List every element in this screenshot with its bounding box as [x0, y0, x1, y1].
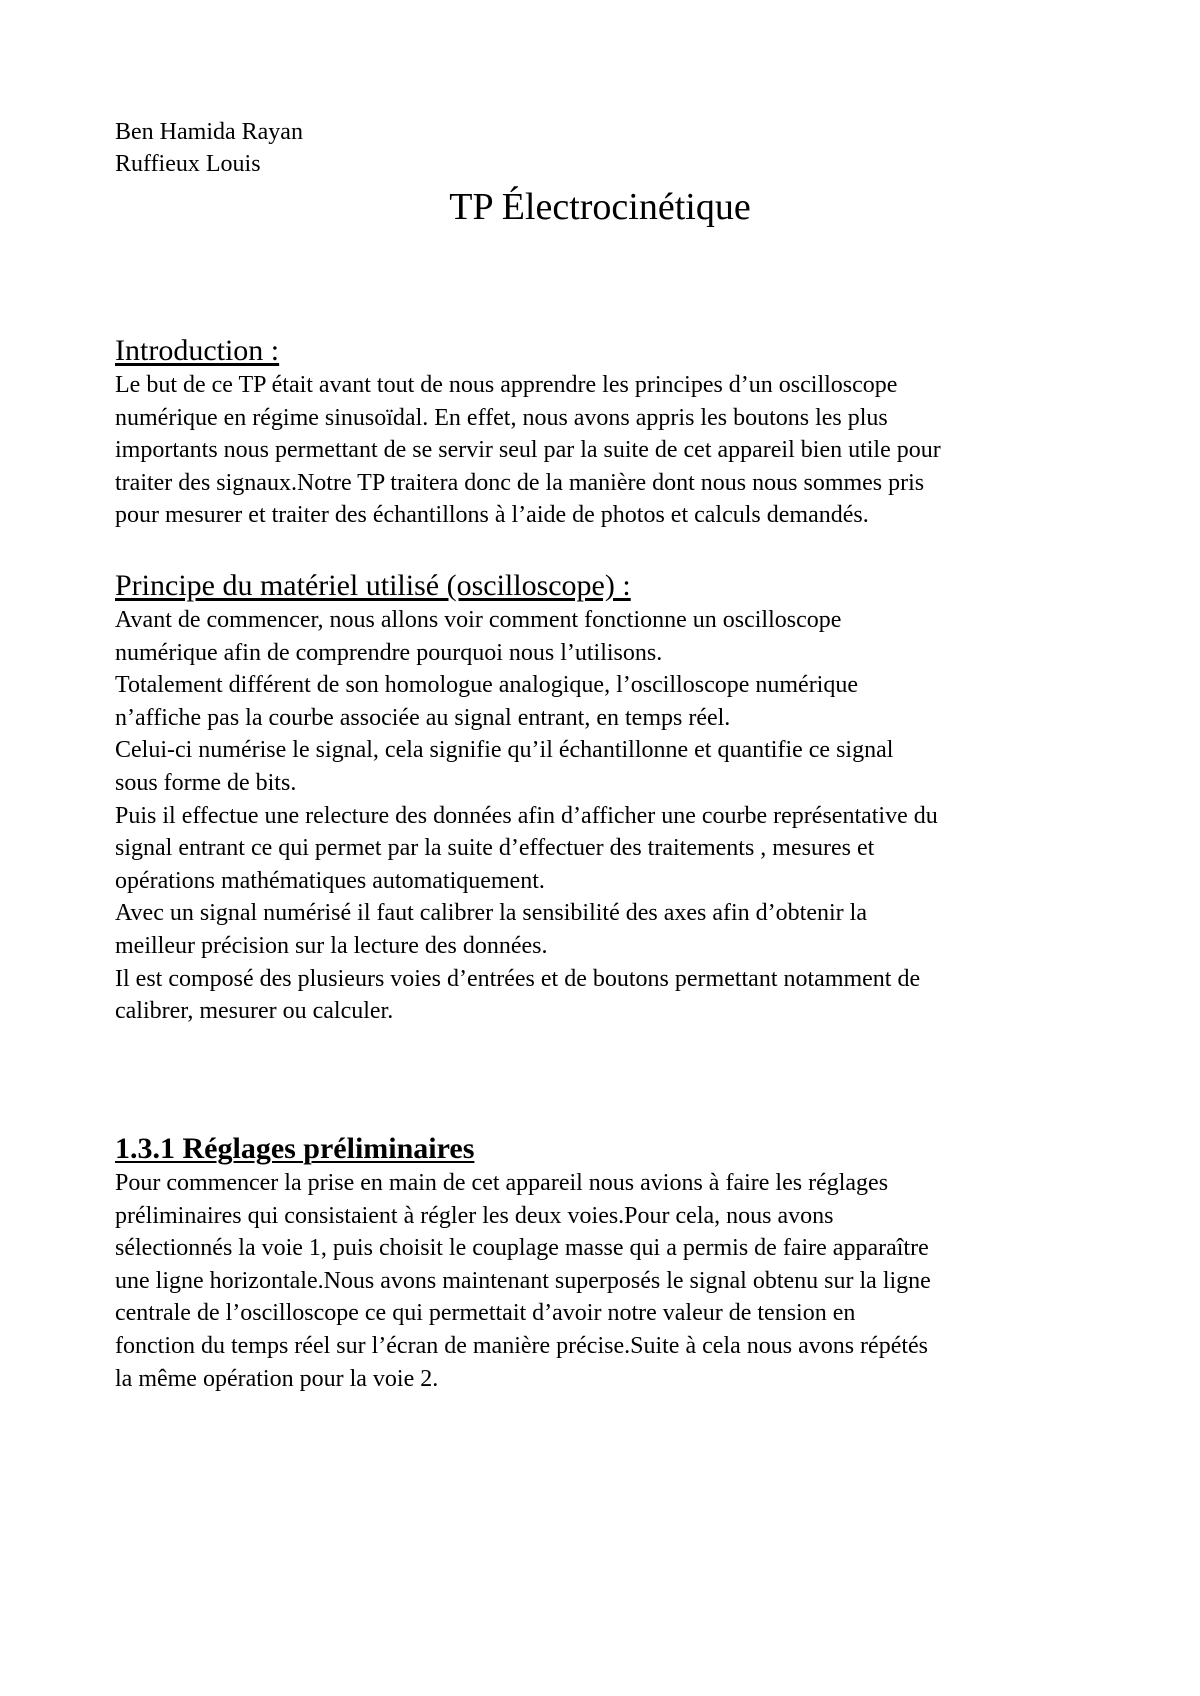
paragraph-line: numérique en régime sinusoïdal. En effet, nous avons appris les boutons les plus — [115, 404, 888, 431]
paragraph-line: sélectionnés la voie 1, puis choisit le couplage masse qui a permis de faire apparaître — [115, 1235, 929, 1262]
paragraph-line: calibrer, mesurer ou calculer. — [115, 998, 394, 1025]
paragraph-line: signal entrant ce qui permet par la suite d’effectuer des traitements , mesures et — [115, 835, 875, 862]
section-heading: Introduction : — [115, 334, 280, 367]
paragraph-line: meilleur précision sur la lecture des données. — [115, 932, 548, 959]
section-principe — [115, 568, 1135, 1028]
paragraph-line: n’affiche pas la courbe associée au signal entrant, en temps réel. — [115, 704, 731, 731]
paragraph-line: fonction du temps réel sur l’écran de manière précise.Suite à cela nous avons répétés — [115, 1332, 929, 1359]
paragraph-line: la même opération pour la voie 2. — [115, 1365, 439, 1392]
author-name: Ruffieux Louis — [115, 151, 261, 177]
author-name: Ben Hamida Rayan — [115, 119, 303, 145]
paragraph-line: une ligne horizontale.Nous avons maintenant superposés le signal obtenu sur la ligne — [115, 1267, 931, 1294]
paragraph-line: importants nous permettant de se servir seul par la suite de cet appareil bien utile pour — [115, 437, 941, 464]
paragraph-line: traiter des signaux.Notre TP traitera donc de la manière dont nous nous sommes pris — [115, 469, 925, 496]
section-heading: Principe du matériel utilisé (oscilloscope) : — [115, 569, 631, 602]
section-introduction — [115, 333, 1135, 532]
section-reglages-preliminaires — [115, 1131, 1135, 1395]
paragraph-line: Celui-ci numérise le signal, cela signifie qu’il échantillonne et quantifie ce signal — [115, 737, 894, 764]
paragraph-line: Totalement différent de son homologue analogique, l’oscilloscope numérique — [115, 672, 859, 699]
paragraph-line: numérique afin de comprendre pourquoi nous l’utilisons. — [115, 639, 663, 666]
authors-block — [115, 116, 303, 180]
paragraph-line: pour mesurer et traiter des échantillons à l’aide de photos et calculs demandés. — [115, 502, 869, 529]
paragraph-line: centrale de l’oscilloscope ce qui permettait d’avoir notre valeur de tension en — [115, 1300, 856, 1327]
paragraph-line: opérations mathématiques automatiquement. — [115, 867, 545, 894]
paragraph-line: Le but de ce TP était avant tout de nous apprendre les principes d’un oscilloscope — [115, 372, 898, 398]
paragraph-line: Puis il effectue une relecture des données afin d’afficher une courbe représentative du — [115, 802, 938, 829]
paragraph-line: Pour commencer la prise en main de cet appareil nous avions à faire les réglages — [115, 1170, 889, 1196]
paragraph-line: préliminaires qui consistaient à régler les deux voies.Pour cela, nous avons — [115, 1202, 834, 1229]
paragraph-line: Il est composé des plusieurs voies d’entrées et de boutons permettant notamment de — [115, 965, 921, 992]
section-heading: 1.3.1 Réglages préliminaires — [115, 1132, 475, 1165]
paragraph-line: Avec un signal numérisé il faut calibrer la sensibilité des axes afin d’obtenir la — [115, 900, 867, 927]
paragraph-line: Avant de commencer, nous allons voir comment fonctionne un oscilloscope — [115, 607, 842, 633]
document-title: TP Électrocinétique — [449, 186, 751, 228]
paragraph-line: sous forme de bits. — [115, 769, 297, 796]
